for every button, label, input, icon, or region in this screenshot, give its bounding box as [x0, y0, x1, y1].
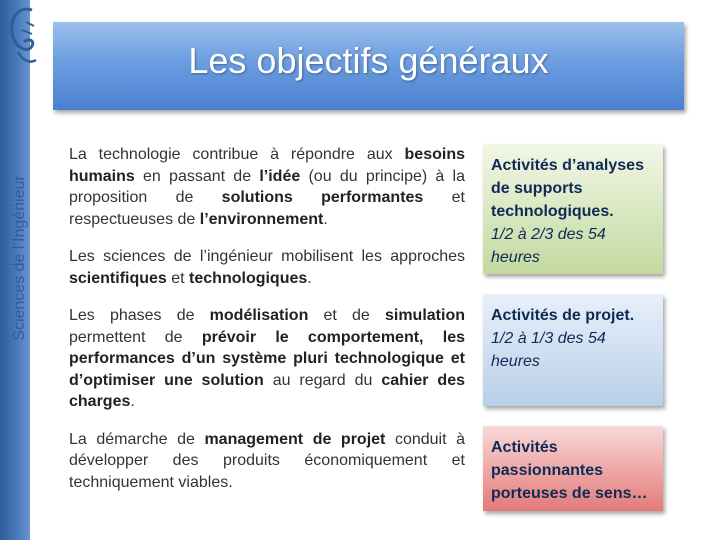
card-subtext: 1/2 à 2/3 des 54 heures [491, 226, 606, 266]
plain-text: . [323, 210, 328, 228]
slide-title: Les objectifs généraux [188, 40, 549, 81]
plain-text: Les sciences de l’ingénieur mobilisent les approches [69, 248, 465, 265]
plain-text: La technologie contribue à répondre aux [69, 146, 405, 163]
plain-text: au regard du [263, 371, 382, 389]
plain-text: et de [308, 307, 385, 324]
card-heading: Activités passionnantes porteuses de sens… [491, 439, 648, 502]
activity-card-analysis [483, 144, 663, 274]
emphasis-text: l’environnement [199, 210, 324, 228]
emphasis-text: l’idée [259, 167, 301, 185]
emphasis-text: simulation [384, 307, 465, 324]
school-logo [2, 2, 42, 74]
emphasis-text: cahier des charges [69, 371, 466, 410]
body-paragraph [69, 429, 465, 494]
plain-text: en passant de [134, 167, 260, 185]
plain-text: La démarche de [69, 430, 205, 448]
plain-text: et [166, 269, 190, 287]
plain-text: conduit à développer des produits économiquement et techniquement viables. [69, 430, 466, 491]
emphasis-text: modélisation [209, 307, 309, 324]
card-heading: Activités de projet. [491, 307, 635, 324]
card-heading: Activités d’analyses de supports technologiques. [491, 157, 644, 220]
activity-card-passion [483, 426, 663, 511]
plain-text: (ou du principe) à la proposition de [69, 167, 466, 206]
emphasis-text: solutions performantes [221, 189, 424, 206]
body-paragraph [69, 305, 465, 413]
plain-text: . [307, 269, 312, 287]
emphasis-text: prévoir le comportement, les performances d’un système pluri technologique et d’optimiser une solution [69, 328, 466, 389]
emphasis-text: management de projet [204, 430, 386, 448]
plain-text: et respectueuses de [69, 189, 465, 228]
card-subtext: 1/2 à 1/3 des 54 heures [491, 330, 606, 370]
body-text [69, 144, 465, 509]
plain-text: Les phases de [69, 307, 210, 324]
title-banner [53, 22, 684, 110]
body-paragraph [69, 144, 465, 230]
activity-card-project [483, 294, 663, 406]
plain-text: . [130, 393, 135, 410]
body-paragraph [69, 246, 465, 289]
plain-text: permettent de [69, 328, 202, 346]
emphasis-text: scientifiques [69, 269, 167, 287]
sidebar-vertical-label: Sciences de l’Ingénieur [11, 175, 28, 341]
emphasis-text: besoins humains [69, 146, 465, 185]
emphasis-text: technologiques [189, 269, 308, 287]
